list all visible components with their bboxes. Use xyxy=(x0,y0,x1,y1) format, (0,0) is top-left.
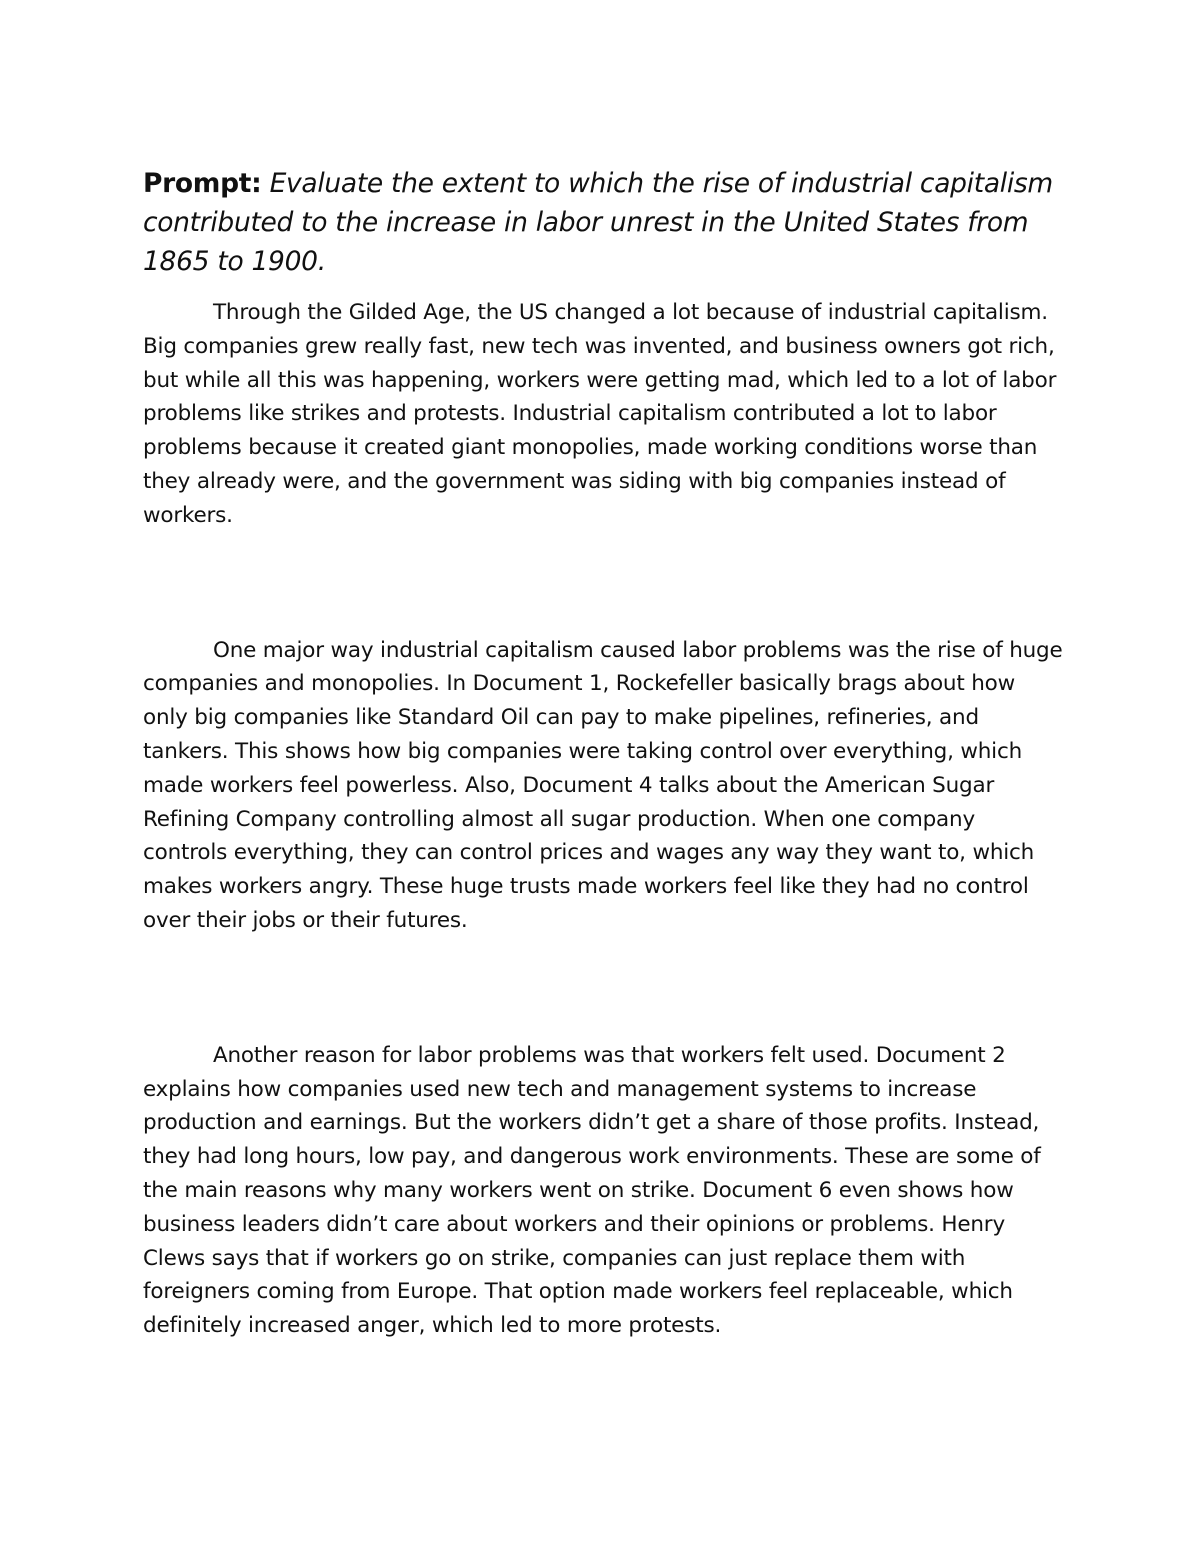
prompt-label: Prompt: xyxy=(143,168,262,199)
paragraph-spacer xyxy=(143,938,1063,1039)
essay-prompt xyxy=(143,164,1063,281)
paragraph-spacer xyxy=(143,533,1063,634)
paragraph-body-2: Another reason for labor problems was that workers felt used. Document 2 explains how companies used new tech and management systems to increase production and earnings. But the workers didn’t get a share of those profits. Instead, they had long hours, low pay, and dangerous work environments. These are some of the main reasons why many workers went on strike. Document 6 even shows how business leaders didn’t care about workers and their opinions or problems. Henry Clews says that if workers go on strike, companies can just replace them with foreigners coming from Europe. That option made workers feel replaceable, which definitely increased anger, which led to more protests. xyxy=(143,1042,1041,1339)
paragraph-introduction: Through the Gilded Age, the US changed a lot because of industrial capitalism. Big companies grew really fast, new tech was invented, and business owners got rich, but while all this was happening, workers were getting mad, which led to a lot of labor problems like strikes and protests. Industrial capitalism contributed a lot to labor problems because it created giant monopolies, made working conditions worse than they already were, and the government was siding with big companies instead of workers. xyxy=(143,300,1057,528)
document-page xyxy=(143,164,1063,1343)
paragraph-body-1: One major way industrial capitalism caused labor problems was the rise of huge companies and monopolies. In Document 1, Rockefeller basically brags about how only big companies like Standard Oil can pay to make pipelines, refineries, and tankers. This shows how big companies were taking control over everything, which made workers feel powerless. Also, Document 4 talks about the American Sugar Refining Company controlling almost all sugar production. When one company controls everything, they can control prices and wages any way they want to, which makes workers angry. These huge trusts made workers feel like they had no control over their jobs or their futures. xyxy=(143,637,1063,933)
prompt-text: Evaluate the extent to which the rise of industrial capitalism contributed to the increase in labor unrest in the United States from 1865 to 1900. xyxy=(143,168,1053,277)
